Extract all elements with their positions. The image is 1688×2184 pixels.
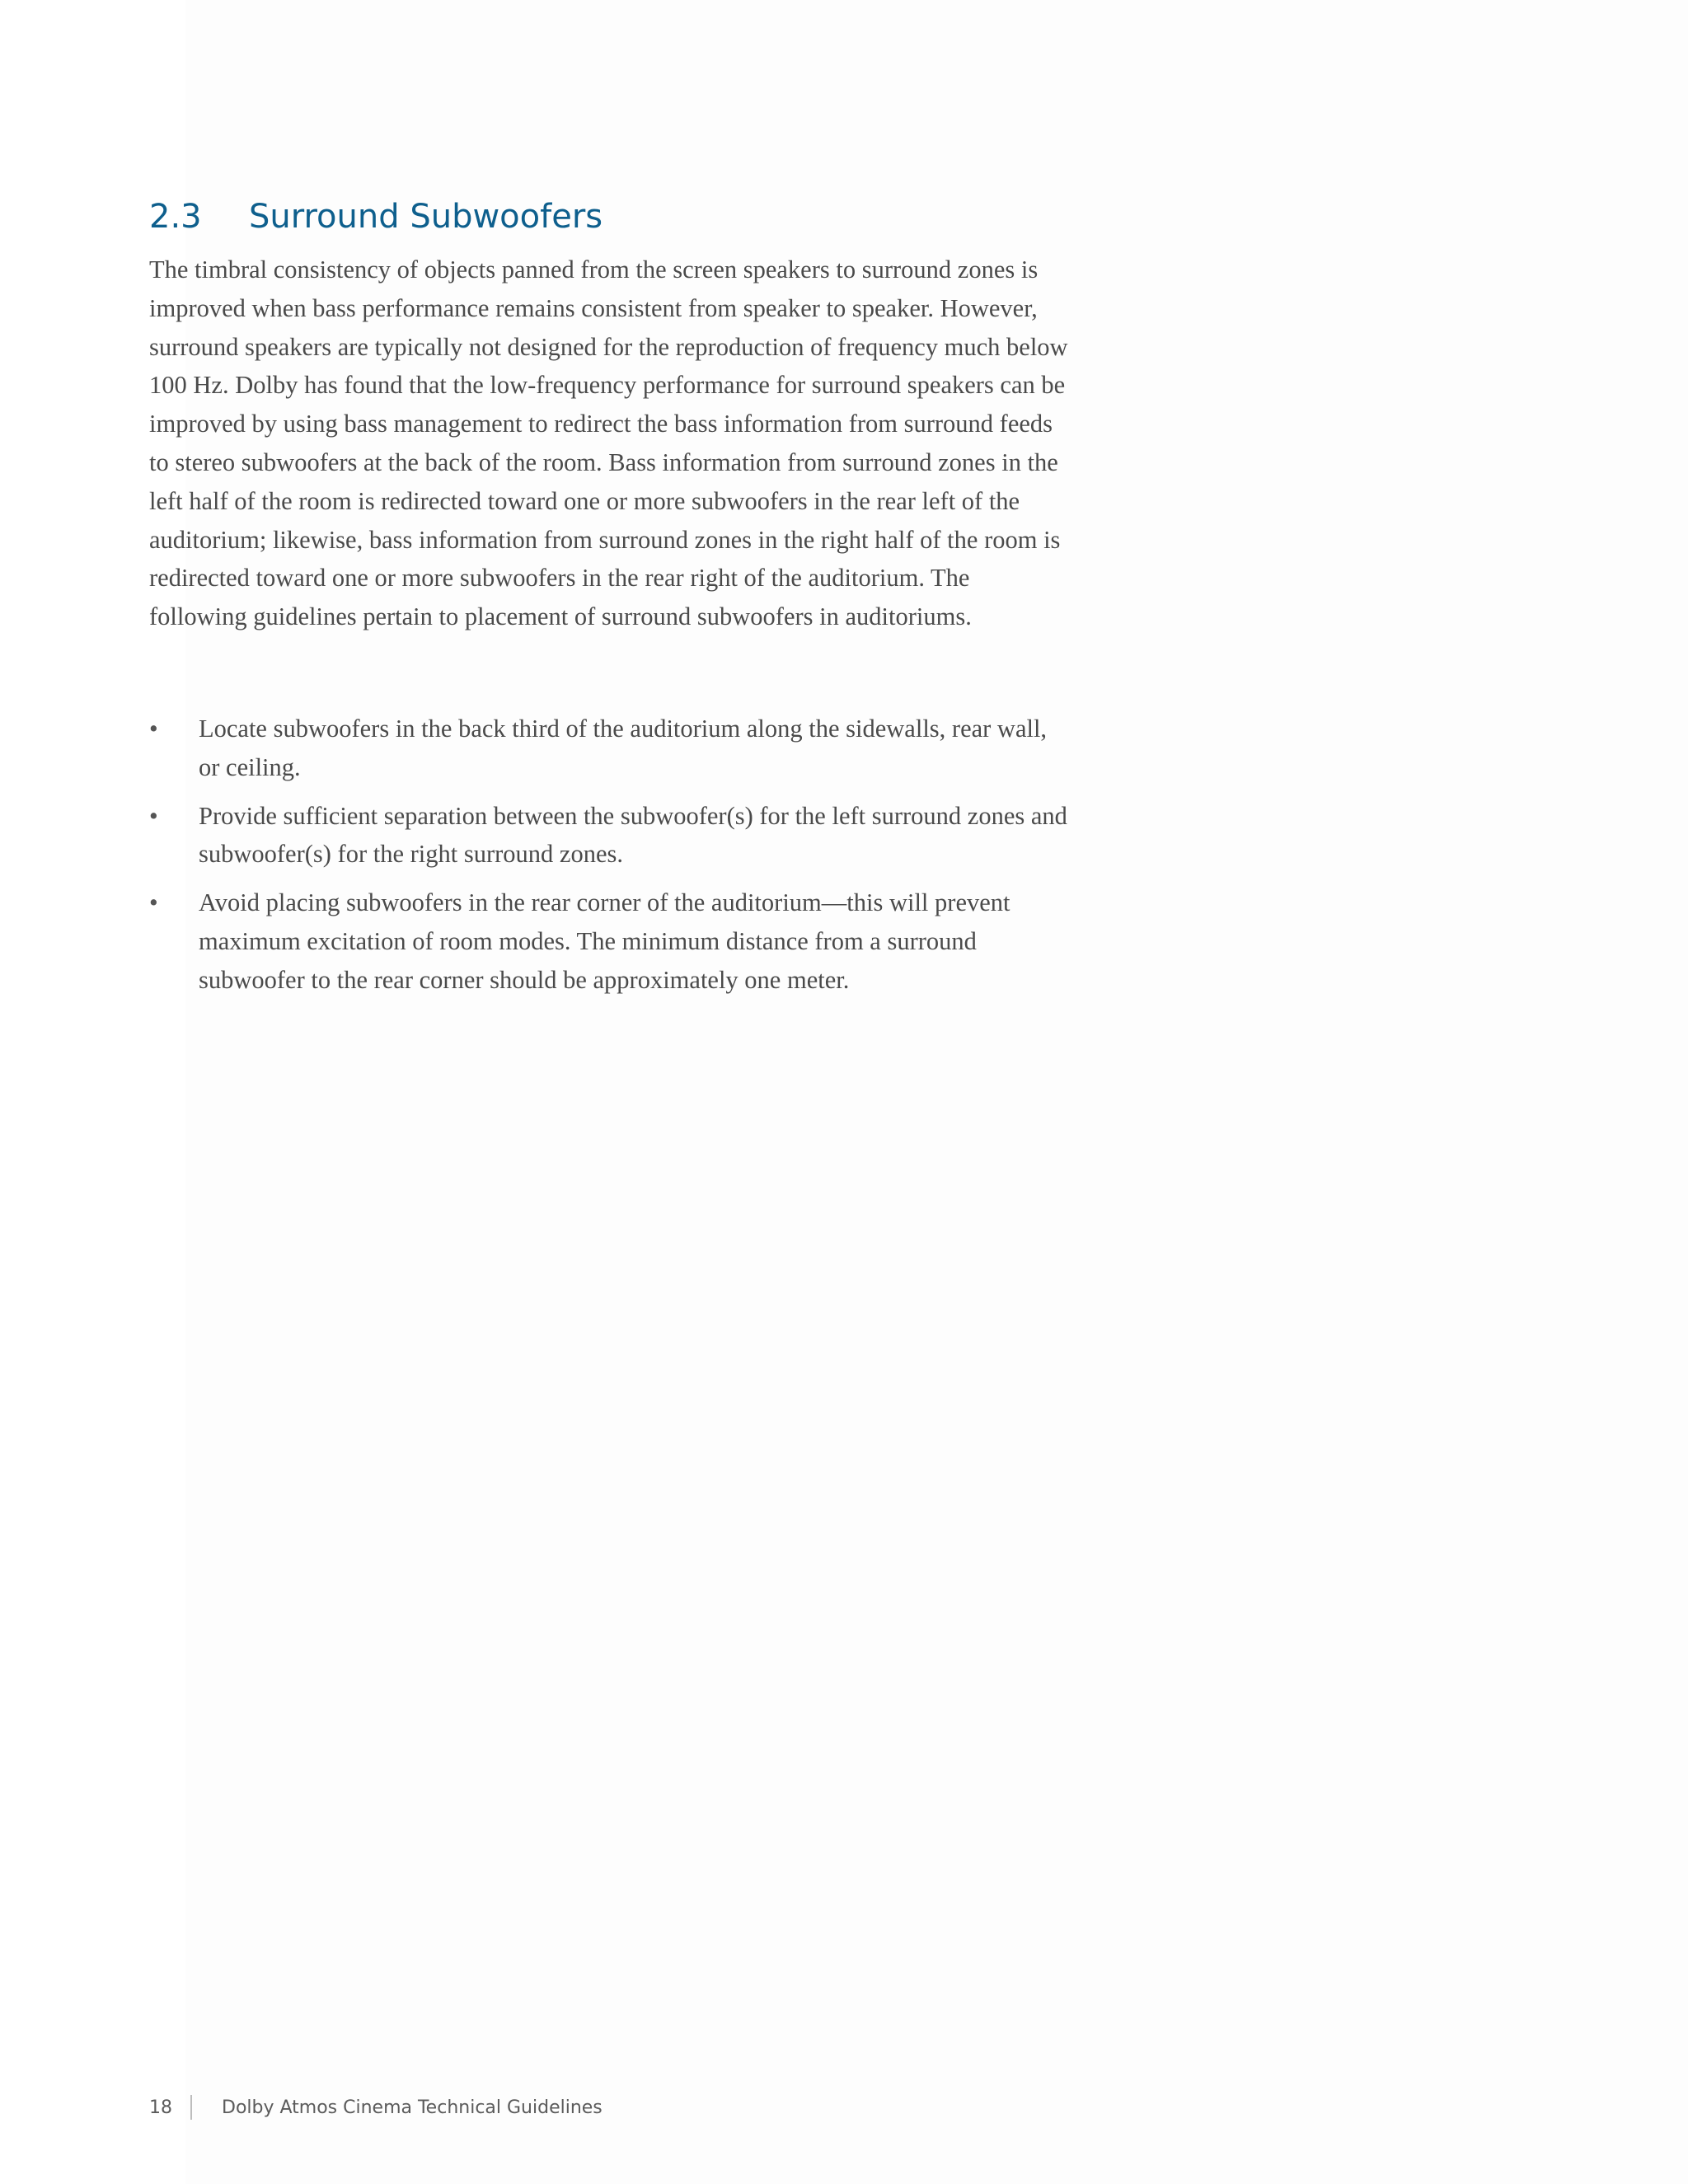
list-item <box>149 710 1072 787</box>
footer-divider <box>190 2095 192 2120</box>
list-item <box>149 883 1072 999</box>
document-title: Dolby Atmos Cinema Technical Guidelines <box>222 2097 603 2118</box>
bullet-icon: • <box>149 801 158 830</box>
body-paragraph: The timbral consistency of objects panned from the screen speakers to surround zones is improved when bass performance remains consistent from speaker to speaker. However, surround speakers are typically not designed for the reproduction of frequency much below 100 Hz. Dolby has found that the low-frequency performance for surround speakers can be improved by using bass management to redirect the bass information from surround feeds to stereo subwoofers at the back of the room. Bass information from surround zones in the left half of the room is redirected toward one or more subwoofers in the rear left of the auditorium; likewise, bass information from surround zones in the right half of the room is redirected toward one or more subwoofers in the rear right of the auditorium. The following guidelines pertain to placement of surround subwoofers in auditoriums. <box>149 255 1068 631</box>
section-number: 2.3 <box>149 198 202 236</box>
section-heading <box>149 192 1138 241</box>
list-item-text: Avoid placing subwoofers in the rear corner of the auditorium—this will prevent maximum excitation of room modes. The minimum distance from a surround subwoofer to the rear corner should be approximately one meter. <box>199 888 1010 994</box>
list-item-text: Locate subwoofers in the back third of the auditorium along the sidewalls, rear wall, or ceiling. <box>199 715 1048 781</box>
bullet-icon: • <box>149 888 158 917</box>
list-item-text: Provide sufficient separation between the subwoofer(s) for the left surround zones and subwoofer(s) for the right surround zones. <box>199 801 1067 869</box>
bullet-icon: • <box>149 715 158 743</box>
page-number: 18 <box>149 2097 172 2118</box>
page-footer <box>149 2093 603 2121</box>
list-item <box>149 797 1072 874</box>
section-title: Surround Subwoofers <box>249 198 603 236</box>
guidelines-list <box>149 710 1072 1010</box>
